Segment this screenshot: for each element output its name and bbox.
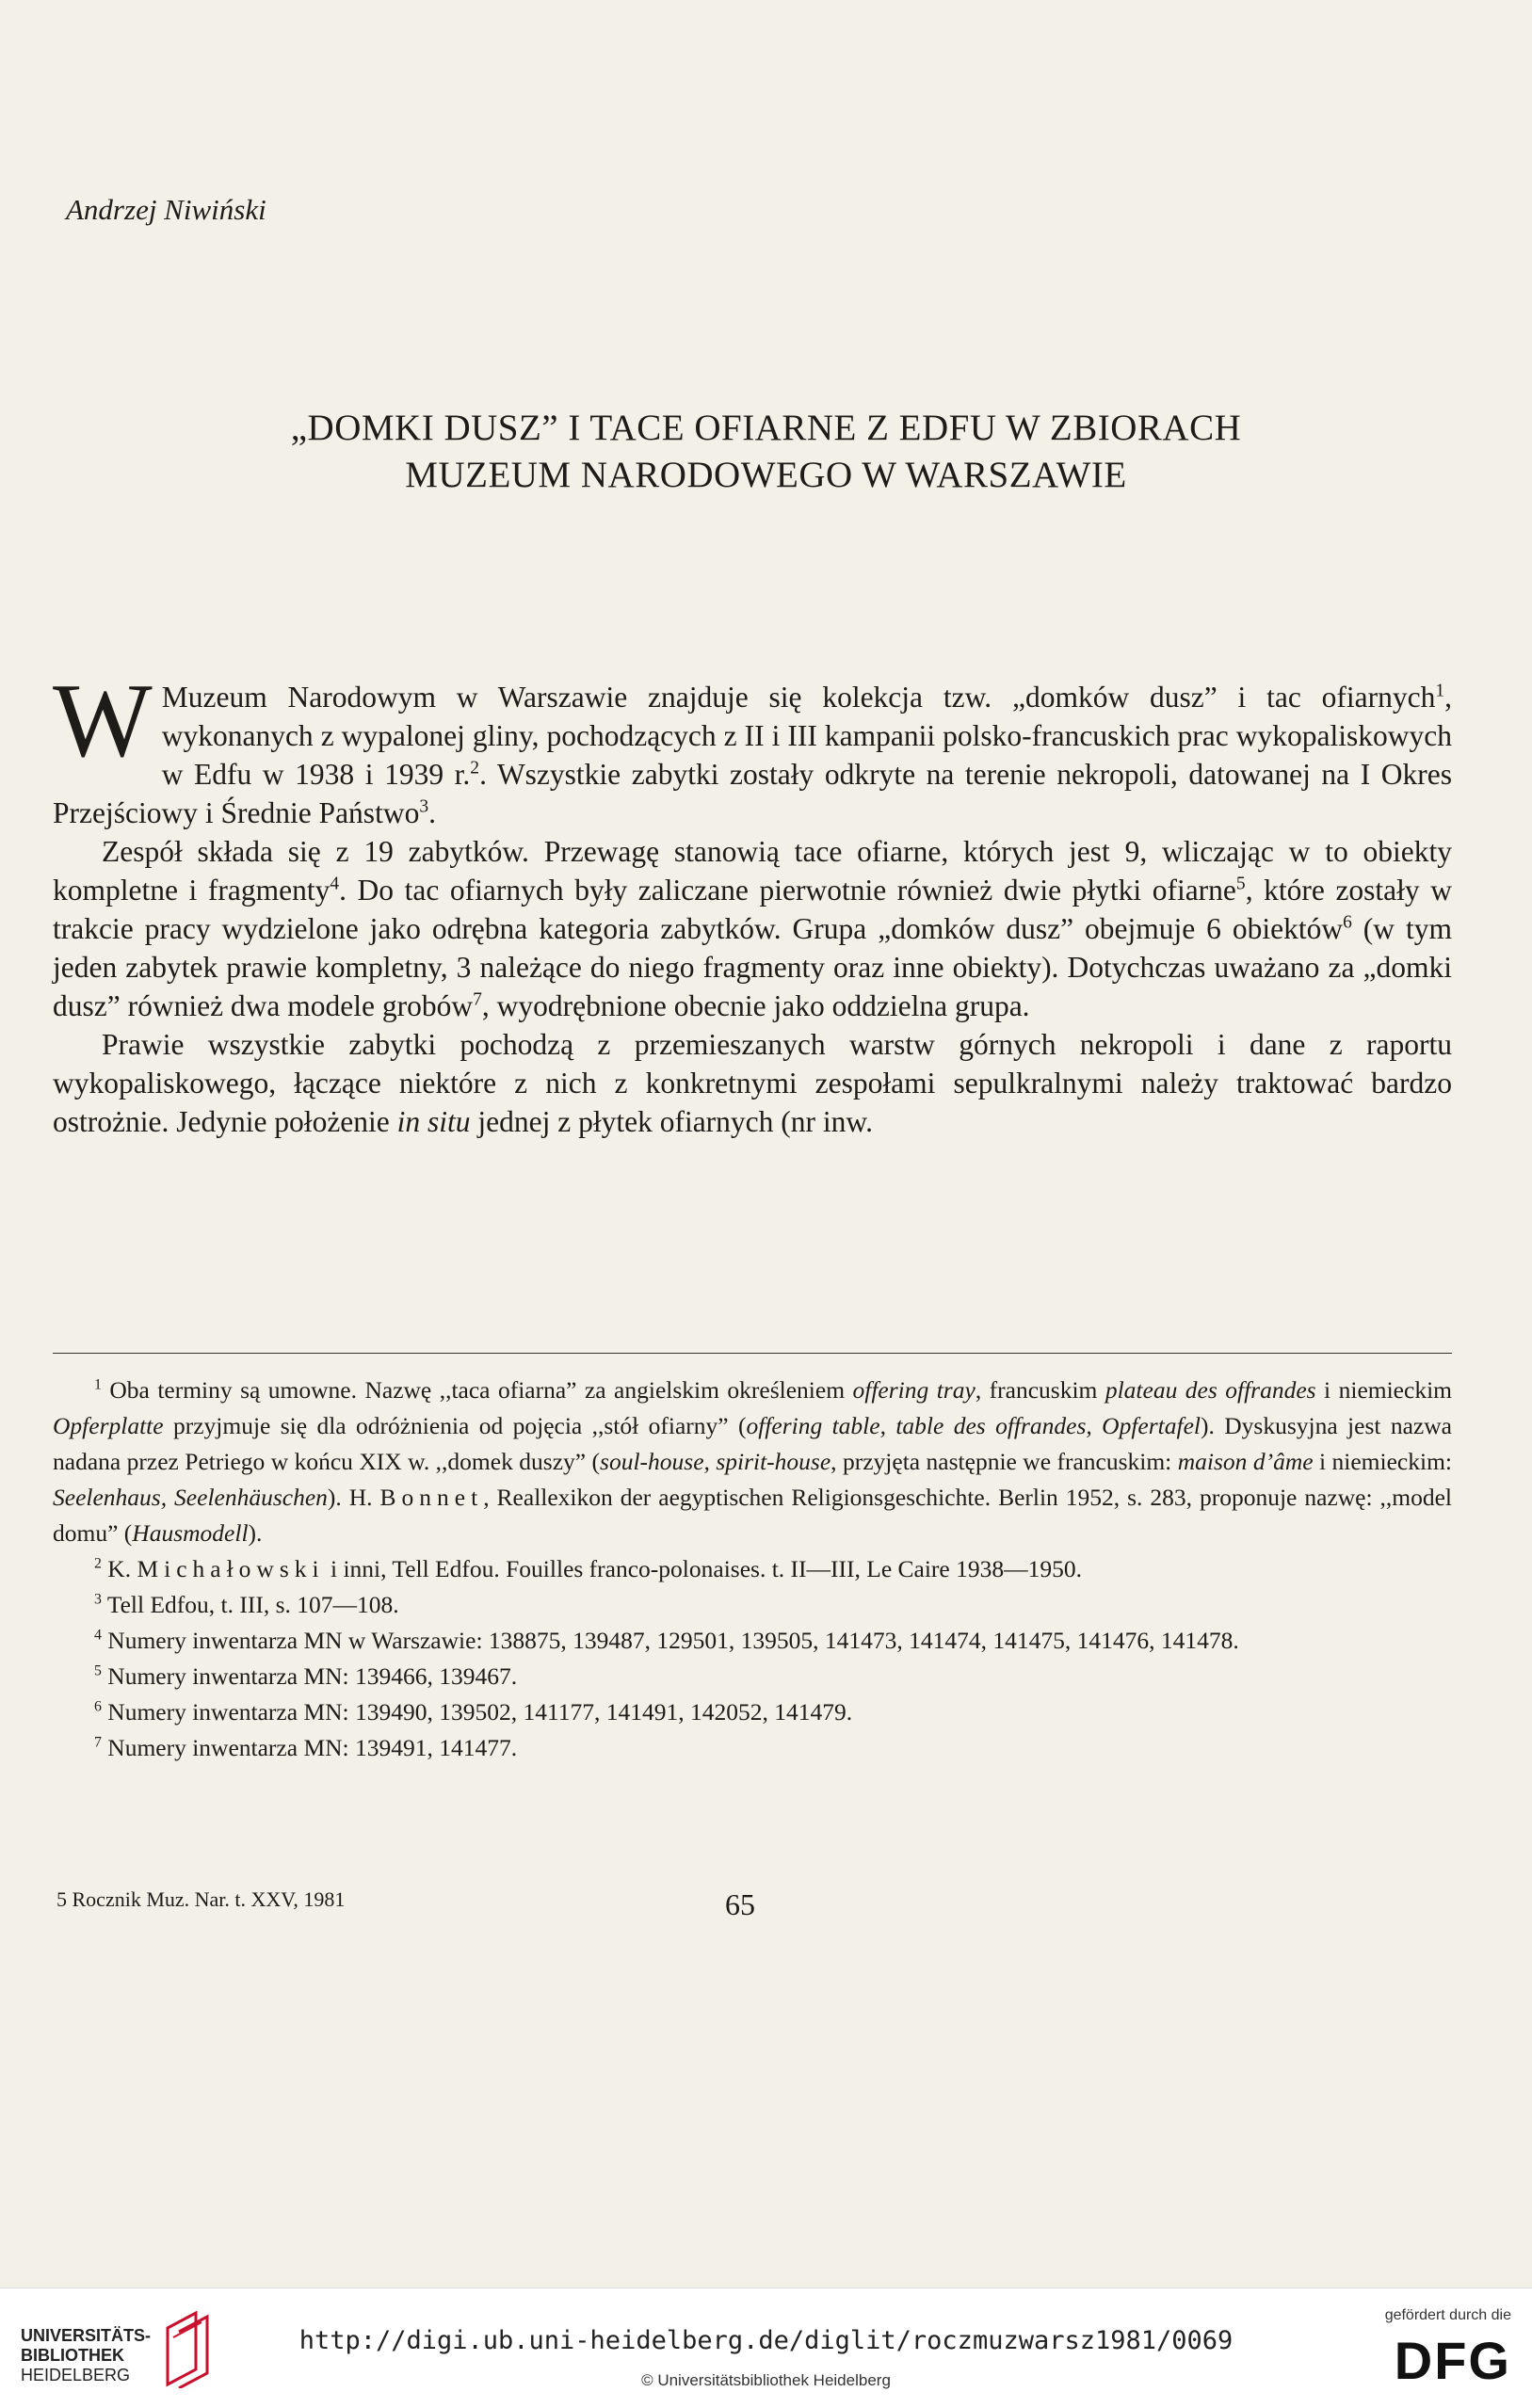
- footnote-ref: 7: [473, 989, 482, 1010]
- footnote-ref: 2: [470, 758, 480, 779]
- footnote-3: $^3$ Tell Edfou, t. III, s. 107—108.: [94, 1591, 399, 1618]
- footnote-ref: 4: [330, 874, 340, 894]
- article-title: [0, 405, 1532, 499]
- footnote-2: $^2$ K. Michałowski i inni, Tell Edfou. Fouilles franco-polonaises. t. II—III, Le Caire 1938—1950.: [94, 1555, 1082, 1582]
- author-name: Andrzej Niwiński: [66, 193, 266, 226]
- source-url-link[interactable]: http://digi.ub.uni-heidelberg.de/diglit/roczmuzwarsz1981/0069: [298, 2326, 1234, 2355]
- footnote-6: $^6$ Numery inwentarza MN: 139490, 139502, 141177, 141491, 142052, 141479.: [94, 1698, 853, 1726]
- page-number: 65: [725, 1887, 755, 1921]
- title-line-2: MUZEUM NARODOWEGO W WARSZAWIE: [405, 455, 1127, 495]
- funding-note: gefördert durch die: [1384, 2307, 1511, 2323]
- footnote-ref: 3: [419, 796, 429, 817]
- copyright-notice: © Universitätsbibliothek Heidelberg: [641, 2371, 891, 2389]
- footnote-5: $^5$ Numery inwentarza MN: 139466, 139467.: [94, 1662, 518, 1690]
- paragraph-2: Zespół składa się z 19 zabytków. Przewagę stanowią tace ofiarne, których jest 9, wliczając w to obiekty kompletne i fragmenty$^4$. Do tac ofiarnych były zaliczane pierwotnie również dwie płytki ofiarne$^5$, które zostały w trakcie pracy wydzielone jako odrębna kategoria zabytków. Grupa „domków dusz” obejmuje 6 obiektów$^6$ (w tym jeden zabytek prawie kompletny, 3 należące do niego fragmenty oraz inne obiekty). Dotychczas uważano za „domki dusz” również dwa modele grobów$^7$, wyodrębnione obecnie jako oddzielna grupa.: [53, 835, 1452, 1022]
- paragraph-3: Prawie wszystkie zabytki pochodzą z przemieszanych warstw górnych nekropoli i dane z raportu wykopaliskowego, łączące niektóre z nich z konkretnymi zespołami sepulkralnymi należy traktować bardzo ostrożnie. Jedynie położenie in situ jednej z płytek ofiarnych (nr inw.: [53, 1028, 1452, 1138]
- footnote-4: $^4$ Numery inwentarza MN w Warszawie: 138875, 139487, 129501, 139505, 141473, 141474, 141475, 141476, 141478.: [94, 1627, 1239, 1654]
- footnote-1: $^1$ Oba terminy są umowne. Nazwę ,,taca ofiarna” za angielskim określeniem offering tray, francuskim plateau des offrandes i niemieckim Opferplatte przyjmuje się dla odróżnienia od pojęcia ,,stół ofiarny” (offering table, table des offrandes, Opfertafel). Dyskusyjna jest nazwa nadana przez Petriego w końcu XIX w. ,,domek duszy” (soul-house, spirit-house, przyjęta następnie we francuskim: maison d’âme i niemieckim: Seelenhaus, Seelenhäuschen). H. Bonnet, Reallexikon der aegyptischen Religionsgeschichte. Berlin 1952, s. 283, proponuje nazwę: ,,model domu” (Hausmodell).: [53, 1376, 1453, 1547]
- paragraph-1: W Muzeum Narodowym w Warszawie znajduje się kolekcja tzw. „domków dusz” i tac ofiarnych$^1$, wykonanych z wypalonej gliny, pochodzących z II i III kampanii polsko-francuskich prac wykopaliskowych w Edfu w 1938 i 1939 r.$^2$. Wszystkie zabytki zostały odkryte na terenie nekropoli, datowanej na I Okres Przejściowy i Średnie Państwo$^3$.: [53, 663, 1452, 829]
- footnote-divider: [53, 1353, 1452, 1354]
- footnote-ref: 6: [1343, 912, 1352, 933]
- dfg-logo: DFG: [1394, 2331, 1511, 2390]
- footnote-ref: 1: [1435, 681, 1445, 701]
- article-body: [53, 663, 1452, 1141]
- drop-cap: W: [53, 663, 153, 779]
- printer-signature: 5 Rocznik Muz. Nar. t. XXV, 1981: [56, 1887, 346, 1911]
- footnotes: [53, 1373, 1452, 1766]
- footnote-7: $^7$ Numery inwentarza MN: 139491, 141477.: [94, 1734, 518, 1761]
- title-line-1: „DOMKI DUSZ” I TACE OFIARNE Z EDFU W ZBIORACH: [290, 408, 1242, 448]
- library-logo-text: UNIVERSITÄTS- BIBLIOTHEK HEIDELBERG: [21, 2326, 152, 2384]
- footnote-ref: 5: [1235, 874, 1246, 894]
- digitization-footer: [0, 2288, 1532, 2408]
